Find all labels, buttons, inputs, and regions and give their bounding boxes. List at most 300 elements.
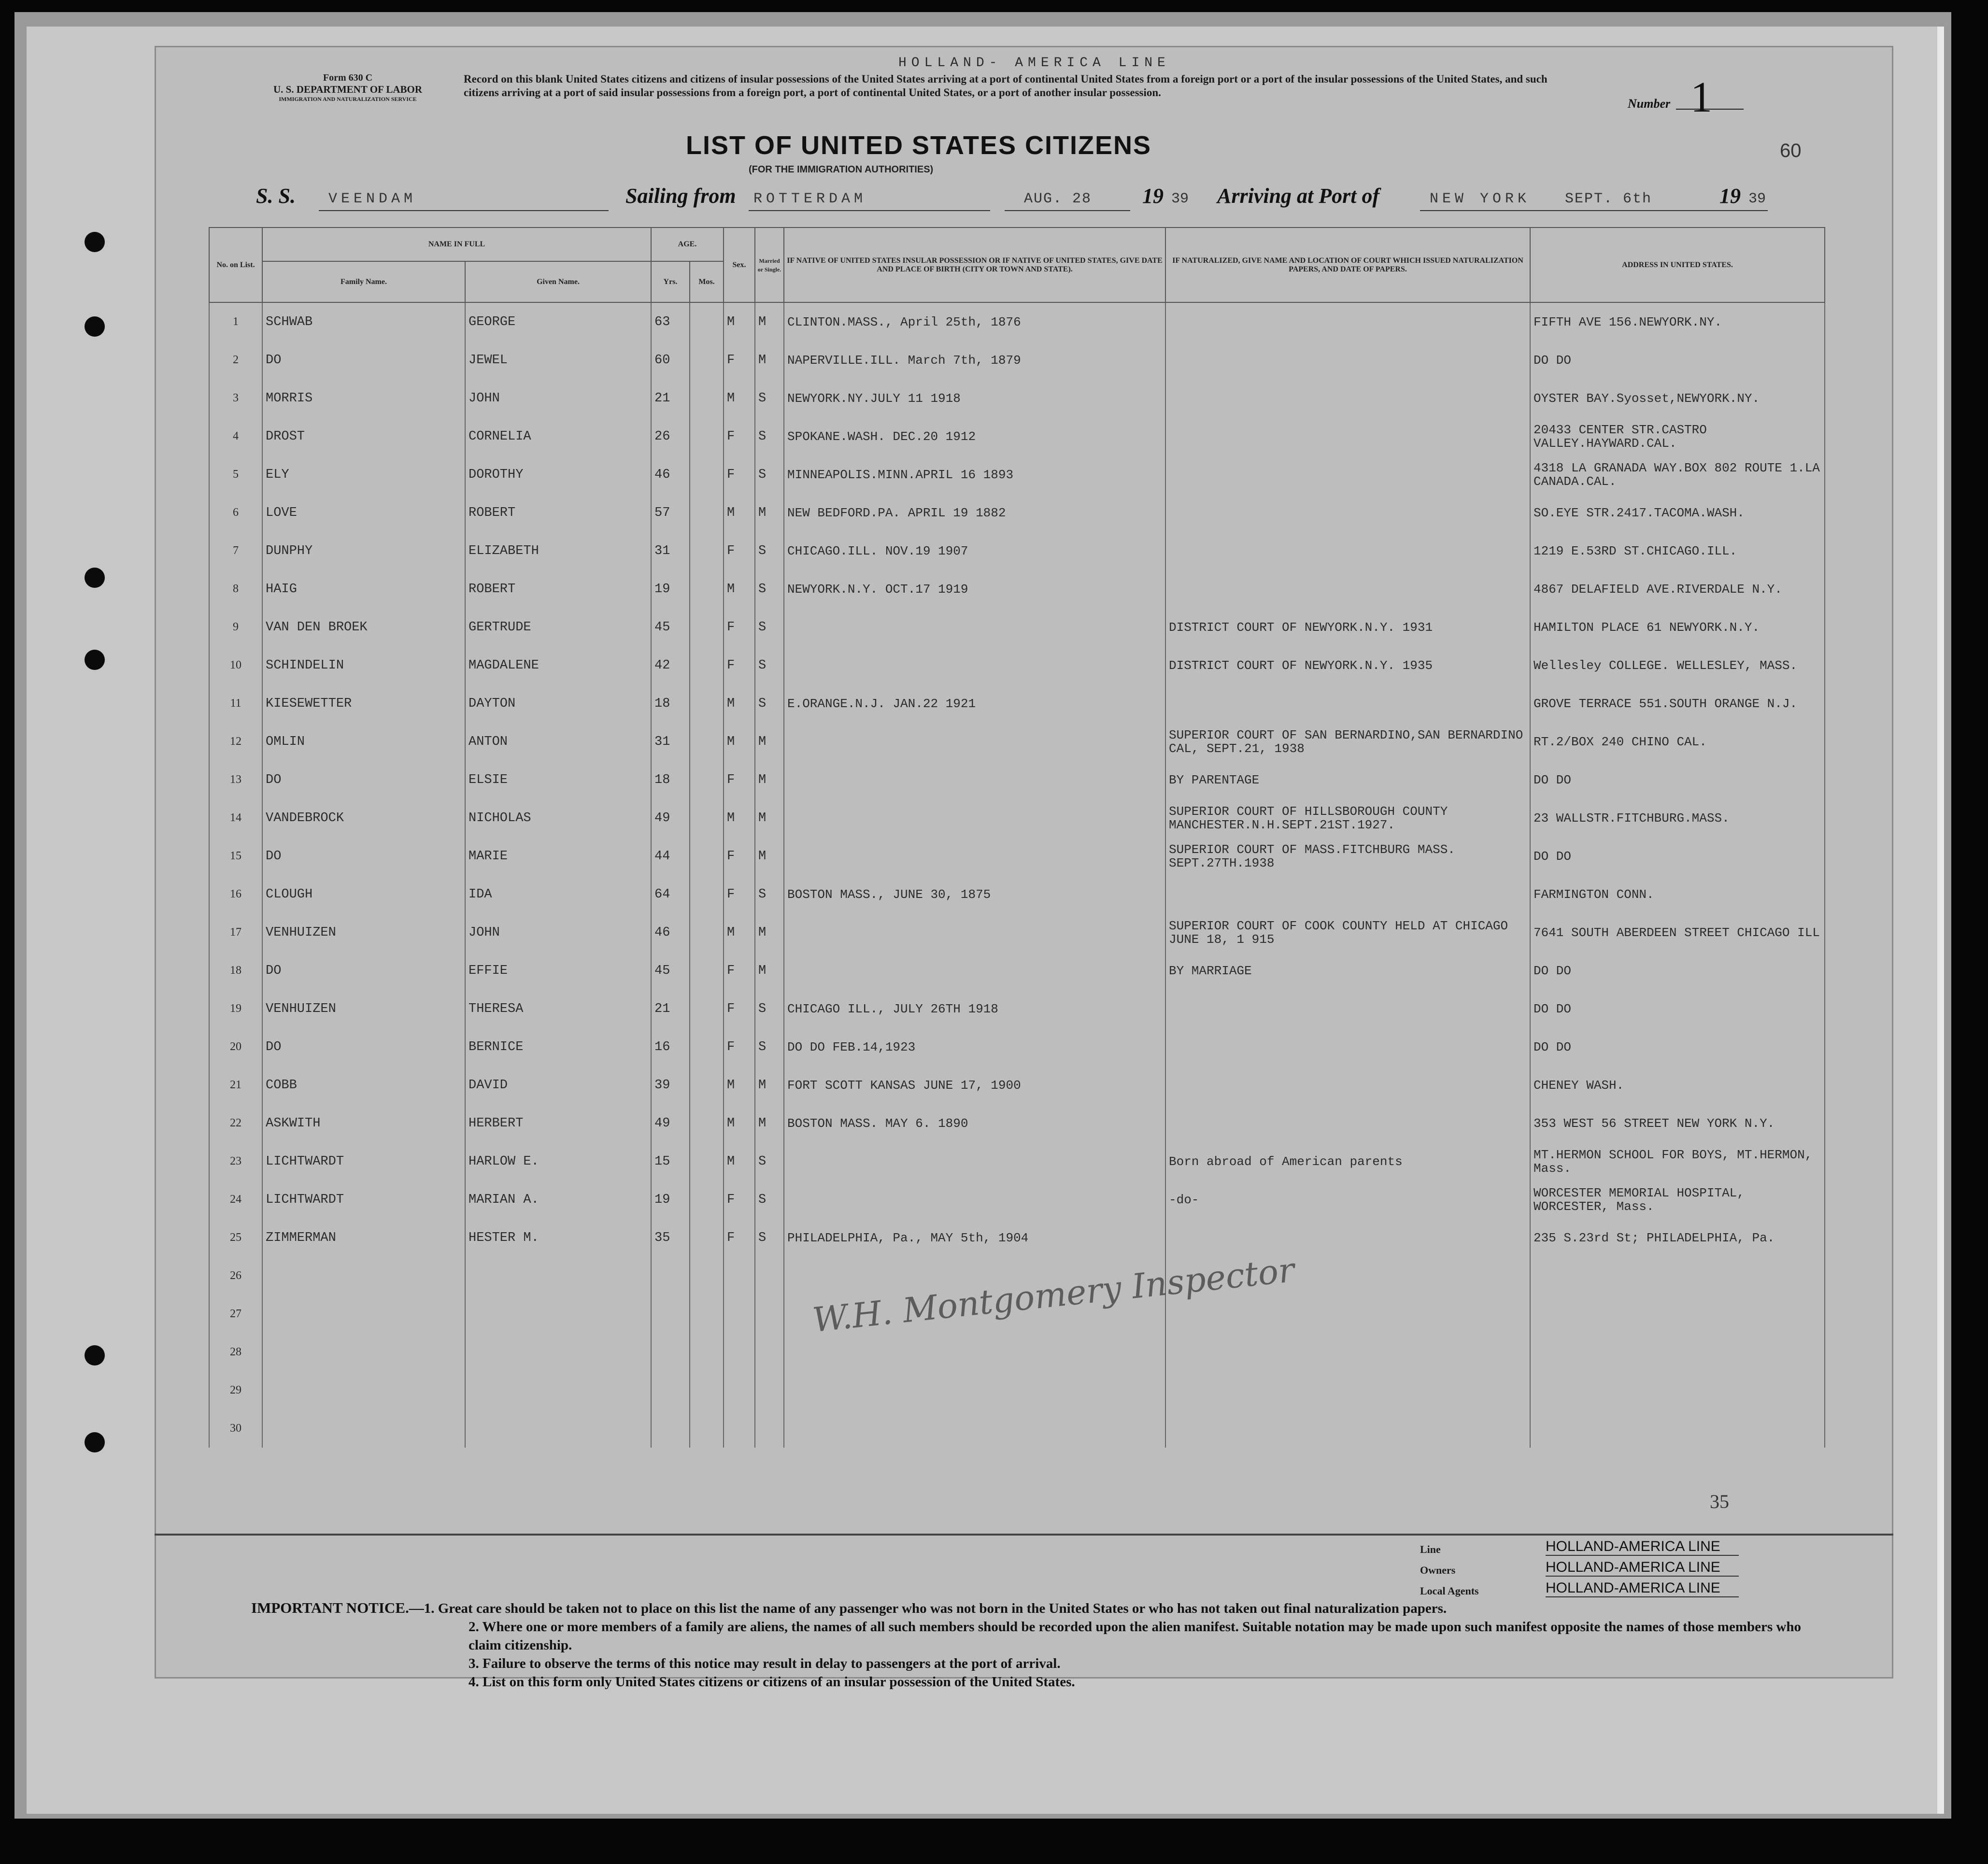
age-months bbox=[690, 455, 724, 494]
age-months bbox=[690, 302, 724, 341]
family-name: ASKWITH bbox=[262, 1104, 465, 1142]
birth-info: MINNEAPOLIS.MINN.APRIL 16 1893 bbox=[784, 455, 1165, 494]
col-native: IF NATIVE OF UNITED STATES INSULAR POSSESSION OR IF NATIVE OF UNITED STATES, GIVE DATE AND PLACE OF BIRTH (CITY OR TOWN AND STATE). bbox=[784, 228, 1165, 302]
family-name bbox=[262, 1409, 465, 1448]
birth-info bbox=[784, 646, 1165, 684]
age-years: 18 bbox=[651, 684, 690, 723]
marital-status: M bbox=[755, 913, 784, 952]
row-number: 26 bbox=[209, 1257, 262, 1295]
sex: F bbox=[724, 646, 755, 684]
naturalization-info: -do- bbox=[1165, 1181, 1530, 1219]
table-row bbox=[209, 913, 1825, 952]
family-name: VENHUIZEN bbox=[262, 990, 465, 1028]
age-years: 63 bbox=[651, 302, 690, 341]
notice-item-1: 1. Great care should be taken not to place on this list the name of any passenger who was not born in the United States or who has not taken out final naturalization papers. bbox=[424, 1601, 1447, 1616]
address: FARMINGTON CONN. bbox=[1530, 875, 1825, 913]
marital-status: S bbox=[755, 990, 784, 1028]
address: HAMILTON PLACE 61 NEWYORK.N.Y. bbox=[1530, 608, 1825, 646]
address: RT.2/BOX 240 CHINO CAL. bbox=[1530, 723, 1825, 761]
row-number: 29 bbox=[209, 1371, 262, 1409]
birth-info bbox=[784, 913, 1165, 952]
year-from: 39 bbox=[1171, 191, 1189, 207]
given-name: HESTER M. bbox=[465, 1219, 651, 1257]
sex: M bbox=[724, 379, 755, 417]
row-number: 20 bbox=[209, 1028, 262, 1066]
family-name: DO bbox=[262, 1028, 465, 1066]
marital-status bbox=[755, 1257, 784, 1295]
sailing-label: Sailing from bbox=[625, 184, 736, 208]
marital-status: M bbox=[755, 761, 784, 799]
address bbox=[1530, 1409, 1825, 1448]
family-name bbox=[262, 1257, 465, 1295]
row-number: 8 bbox=[209, 570, 262, 608]
marital-status bbox=[755, 1333, 784, 1371]
given-name bbox=[465, 1371, 651, 1409]
col-sex: Sex. bbox=[724, 228, 755, 302]
local-agents-label: Local Agents bbox=[1420, 1585, 1479, 1597]
col-given: Given Name. bbox=[465, 261, 651, 302]
age-months bbox=[690, 1219, 724, 1257]
naturalization-info bbox=[1165, 379, 1530, 417]
age-months bbox=[690, 723, 724, 761]
given-name bbox=[465, 1295, 651, 1333]
naturalization-info: BY PARENTAGE bbox=[1165, 761, 1530, 799]
sex: F bbox=[724, 990, 755, 1028]
marital-status: M bbox=[755, 799, 784, 837]
given-name: EFFIE bbox=[465, 952, 651, 990]
col-address: ADDRESS IN UNITED STATES. bbox=[1530, 228, 1825, 302]
row-number: 9 bbox=[209, 608, 262, 646]
address: 353 WEST 56 STREET NEW YORK N.Y. bbox=[1530, 1104, 1825, 1142]
row-number: 21 bbox=[209, 1066, 262, 1104]
table-row bbox=[209, 684, 1825, 723]
age-months bbox=[690, 952, 724, 990]
ship-underline bbox=[319, 210, 609, 211]
birth-info: BOSTON MASS., JUNE 30, 1875 bbox=[784, 875, 1165, 913]
given-name: CORNELIA bbox=[465, 417, 651, 455]
address: DO DO bbox=[1530, 341, 1825, 379]
naturalization-info bbox=[1165, 1066, 1530, 1104]
birth-info: NAPERVILLE.ILL. March 7th, 1879 bbox=[784, 341, 1165, 379]
naturalization-info bbox=[1165, 455, 1530, 494]
col-age: AGE. bbox=[651, 228, 724, 261]
birth-info bbox=[784, 1142, 1165, 1181]
birth-info bbox=[784, 761, 1165, 799]
age-months bbox=[690, 608, 724, 646]
family-name: OMLIN bbox=[262, 723, 465, 761]
naturalization-info: SUPERIOR COURT OF COOK COUNTY HELD AT CHICAGO JUNE 18, 1 915 bbox=[1165, 913, 1530, 952]
age-months bbox=[690, 570, 724, 608]
sex: F bbox=[724, 1028, 755, 1066]
col-yrs: Yrs. bbox=[651, 261, 690, 302]
address: DO DO bbox=[1530, 990, 1825, 1028]
age-months bbox=[690, 379, 724, 417]
footer-separator bbox=[155, 1534, 1893, 1536]
given-name: NICHOLAS bbox=[465, 799, 651, 837]
address bbox=[1530, 1371, 1825, 1409]
table-row bbox=[209, 1066, 1825, 1104]
sex: M bbox=[724, 799, 755, 837]
row-number: 19 bbox=[209, 990, 262, 1028]
birth-info: BOSTON MASS. MAY 6. 1890 bbox=[784, 1104, 1165, 1142]
family-name: DUNPHY bbox=[262, 532, 465, 570]
table-row bbox=[209, 952, 1825, 990]
marital-status: S bbox=[755, 532, 784, 570]
table-row bbox=[209, 341, 1825, 379]
col-name-in-full: NAME IN FULL bbox=[262, 228, 651, 261]
marital-status: M bbox=[755, 952, 784, 990]
marital-status: S bbox=[755, 1219, 784, 1257]
sex: M bbox=[724, 570, 755, 608]
birth-info: CLINTON.MASS., April 25th, 1876 bbox=[784, 302, 1165, 341]
marital-status: S bbox=[755, 379, 784, 417]
col-married: Married or Single. bbox=[755, 228, 784, 302]
family-name: LICHTWARDT bbox=[262, 1181, 465, 1219]
birth-info bbox=[784, 723, 1165, 761]
family-name bbox=[262, 1295, 465, 1333]
naturalization-info: DISTRICT COURT OF NEWYORK.N.Y. 1935 bbox=[1165, 646, 1530, 684]
marital-status: S bbox=[755, 875, 784, 913]
family-name: ZIMMERMAN bbox=[262, 1219, 465, 1257]
age-months bbox=[690, 1181, 724, 1219]
age-months bbox=[690, 1371, 724, 1409]
naturalization-info bbox=[1165, 1333, 1530, 1371]
family-name: LOVE bbox=[262, 494, 465, 532]
sex bbox=[724, 1295, 755, 1333]
address: 235 S.23rd St; PHILADELPHIA, Pa. bbox=[1530, 1219, 1825, 1257]
address: DO DO bbox=[1530, 837, 1825, 875]
given-name bbox=[465, 1257, 651, 1295]
given-name: JOHN bbox=[465, 379, 651, 417]
naturalization-info bbox=[1165, 302, 1530, 341]
page-mark: 60 bbox=[1780, 140, 1802, 161]
age-years: 15 bbox=[651, 1142, 690, 1181]
address: 23 WALLSTR.FITCHBURG.MASS. bbox=[1530, 799, 1825, 837]
age-years: 45 bbox=[651, 952, 690, 990]
given-name: HARLOW E. bbox=[465, 1142, 651, 1181]
family-name: HAIG bbox=[262, 570, 465, 608]
address bbox=[1530, 1257, 1825, 1295]
important-notice bbox=[251, 1599, 1821, 1691]
row-number: 24 bbox=[209, 1181, 262, 1219]
table-row bbox=[209, 1219, 1825, 1257]
given-name: THERESA bbox=[465, 990, 651, 1028]
given-name: GEORGE bbox=[465, 302, 651, 341]
sex: M bbox=[724, 723, 755, 761]
year-to: 39 bbox=[1748, 191, 1766, 207]
marital-status: M bbox=[755, 723, 784, 761]
naturalization-info bbox=[1165, 990, 1530, 1028]
sex: M bbox=[724, 684, 755, 723]
punch-hole bbox=[85, 232, 105, 252]
passenger-table bbox=[209, 227, 1825, 1448]
port-to: NEW YORK bbox=[1430, 191, 1531, 207]
table-row bbox=[209, 1409, 1825, 1448]
col-mos: Mos. bbox=[690, 261, 724, 302]
given-name: ANTON bbox=[465, 723, 651, 761]
age-months bbox=[690, 913, 724, 952]
age-months bbox=[690, 1257, 724, 1295]
age-years: 19 bbox=[651, 1181, 690, 1219]
marital-status: M bbox=[755, 1104, 784, 1142]
family-name: DO bbox=[262, 952, 465, 990]
birth-info: SPOKANE.WASH. DEC.20 1912 bbox=[784, 417, 1165, 455]
given-name: DOROTHY bbox=[465, 455, 651, 494]
age-years: 31 bbox=[651, 532, 690, 570]
sex: M bbox=[724, 1142, 755, 1181]
naturalization-info bbox=[1165, 1028, 1530, 1066]
age-years bbox=[651, 1333, 690, 1371]
family-name: VAN DEN BROEK bbox=[262, 608, 465, 646]
age-years: 26 bbox=[651, 417, 690, 455]
family-name: DO bbox=[262, 761, 465, 799]
row-number: 3 bbox=[209, 379, 262, 417]
line-value: HOLLAND-AMERICA LINE bbox=[1546, 1538, 1739, 1556]
age-months bbox=[690, 417, 724, 455]
age-months bbox=[690, 1028, 724, 1066]
notice-item-3: 3. Failure to observe the terms of this notice may result in delay to passengers at the port of arrival. bbox=[469, 1656, 1061, 1671]
naturalization-info bbox=[1165, 1219, 1530, 1257]
given-name: BERNICE bbox=[465, 1028, 651, 1066]
age-years: 18 bbox=[651, 761, 690, 799]
family-name: DROST bbox=[262, 417, 465, 455]
birth-info: CHICAGO ILL., JULY 26TH 1918 bbox=[784, 990, 1165, 1028]
row-number: 11 bbox=[209, 684, 262, 723]
family-name: SCHINDELIN bbox=[262, 646, 465, 684]
table-row bbox=[209, 608, 1825, 646]
naturalization-info bbox=[1165, 494, 1530, 532]
row-number: 28 bbox=[209, 1333, 262, 1371]
age-months bbox=[690, 1104, 724, 1142]
birth-info: PHILADELPHIA, Pa., MAY 5th, 1904 bbox=[784, 1219, 1165, 1257]
marital-status bbox=[755, 1409, 784, 1448]
year-prefix: 19 bbox=[1142, 184, 1164, 208]
owners-label: Owners bbox=[1420, 1564, 1456, 1576]
sex: F bbox=[724, 837, 755, 875]
naturalization-info: DISTRICT COURT OF NEWYORK.N.Y. 1931 bbox=[1165, 608, 1530, 646]
owners-value: HOLLAND-AMERICA LINE bbox=[1546, 1559, 1739, 1577]
marital-status: S bbox=[755, 646, 784, 684]
marital-status: M bbox=[755, 1066, 784, 1104]
table-row bbox=[209, 1333, 1825, 1371]
birth-info: E.ORANGE.N.J. JAN.22 1921 bbox=[784, 684, 1165, 723]
row-number: 25 bbox=[209, 1219, 262, 1257]
family-name: SCHWAB bbox=[262, 302, 465, 341]
sex: M bbox=[724, 1066, 755, 1104]
naturalization-info: Born abroad of American parents bbox=[1165, 1142, 1530, 1181]
sex: M bbox=[724, 913, 755, 952]
naturalization-info bbox=[1165, 532, 1530, 570]
given-name: ELIZABETH bbox=[465, 532, 651, 570]
naturalization-info bbox=[1165, 1371, 1530, 1409]
address: OYSTER BAY.Syosset,NEWYORK.NY. bbox=[1530, 379, 1825, 417]
naturalization-info bbox=[1165, 1409, 1530, 1448]
row-number: 30 bbox=[209, 1409, 262, 1448]
table-row bbox=[209, 723, 1825, 761]
ship-name: VEENDAM bbox=[328, 191, 417, 207]
sex: M bbox=[724, 494, 755, 532]
page-number: 35 bbox=[1710, 1491, 1729, 1512]
age-years: 31 bbox=[651, 723, 690, 761]
row-number: 12 bbox=[209, 723, 262, 761]
birth-info: DO DO FEB.14,1923 bbox=[784, 1028, 1165, 1066]
age-years: 49 bbox=[651, 1104, 690, 1142]
row-number: 5 bbox=[209, 455, 262, 494]
age-months bbox=[690, 684, 724, 723]
sex bbox=[724, 1409, 755, 1448]
table-row bbox=[209, 646, 1825, 684]
family-name: ELY bbox=[262, 455, 465, 494]
punch-hole bbox=[85, 1345, 105, 1366]
age-years: 64 bbox=[651, 875, 690, 913]
port-from-underline bbox=[749, 210, 990, 211]
age-months bbox=[690, 990, 724, 1028]
family-name: KIESEWETTER bbox=[262, 684, 465, 723]
family-name: COBB bbox=[262, 1066, 465, 1104]
marital-status: S bbox=[755, 417, 784, 455]
marital-status: M bbox=[755, 837, 784, 875]
age-months bbox=[690, 341, 724, 379]
sex bbox=[724, 1257, 755, 1295]
birth-info bbox=[784, 1409, 1165, 1448]
row-number: 27 bbox=[209, 1295, 262, 1333]
sex: M bbox=[724, 302, 755, 341]
birth-info bbox=[784, 1181, 1165, 1219]
given-name: MAGDALENE bbox=[465, 646, 651, 684]
sex bbox=[724, 1371, 755, 1409]
given-name: DAVID bbox=[465, 1066, 651, 1104]
birth-info bbox=[784, 837, 1165, 875]
naturalization-info bbox=[1165, 570, 1530, 608]
row-number: 1 bbox=[209, 302, 262, 341]
notice-item-4: 4. List on this form only United States citizens or citizens of an insular possession of the United States. bbox=[469, 1674, 1075, 1690]
table-row bbox=[209, 761, 1825, 799]
given-name: JEWEL bbox=[465, 341, 651, 379]
row-number: 17 bbox=[209, 913, 262, 952]
birth-info bbox=[784, 608, 1165, 646]
sex: F bbox=[724, 341, 755, 379]
address: DO DO bbox=[1530, 1028, 1825, 1066]
age-years: 46 bbox=[651, 455, 690, 494]
age-years: 21 bbox=[651, 990, 690, 1028]
age-years: 46 bbox=[651, 913, 690, 952]
family-name: DO bbox=[262, 341, 465, 379]
marital-status: S bbox=[755, 608, 784, 646]
age-years: 57 bbox=[651, 494, 690, 532]
given-name: ELSIE bbox=[465, 761, 651, 799]
marital-status: M bbox=[755, 302, 784, 341]
row-number: 13 bbox=[209, 761, 262, 799]
marital-status: M bbox=[755, 494, 784, 532]
table-row bbox=[209, 455, 1825, 494]
age-months bbox=[690, 532, 724, 570]
family-name bbox=[262, 1333, 465, 1371]
address: WORCESTER MEMORIAL HOSPITAL, WORCESTER, Mass. bbox=[1530, 1181, 1825, 1219]
address: 4318 LA GRANADA WAY.BOX 802 ROUTE 1.LA CANADA.CAL. bbox=[1530, 455, 1825, 494]
birth-info: CHICAGO.ILL. NOV.19 1907 bbox=[784, 532, 1165, 570]
address: DO DO bbox=[1530, 761, 1825, 799]
number-value: 1 bbox=[1690, 73, 1712, 121]
row-number: 22 bbox=[209, 1104, 262, 1142]
birth-info bbox=[784, 799, 1165, 837]
age-months bbox=[690, 1295, 724, 1333]
marital-status: S bbox=[755, 684, 784, 723]
table-row bbox=[209, 532, 1825, 570]
address: 1219 E.53RD ST.CHICAGO.ILL. bbox=[1530, 532, 1825, 570]
age-months bbox=[690, 646, 724, 684]
naturalization-info bbox=[1165, 1295, 1530, 1333]
notice-item-2: 2. Where one or more members of a family are aliens, the names of all such members should be recorded upon the alien manifest. Suitable notation may be made upon such manifest opposite the names of those members who claim citizenship. bbox=[469, 1619, 1801, 1653]
department: U. S. DEPARTMENT OF LABOR bbox=[273, 84, 423, 95]
age-years: 44 bbox=[651, 837, 690, 875]
marital-status bbox=[755, 1295, 784, 1333]
date-from: AUG. 28 bbox=[1024, 191, 1092, 207]
sex: F bbox=[724, 952, 755, 990]
row-number: 23 bbox=[209, 1142, 262, 1181]
address: GROVE TERRACE 551.SOUTH ORANGE N.J. bbox=[1530, 684, 1825, 723]
naturalization-info bbox=[1165, 684, 1530, 723]
given-name: ROBERT bbox=[465, 570, 651, 608]
family-name: VENHUIZEN bbox=[262, 913, 465, 952]
given-name: DAYTON bbox=[465, 684, 651, 723]
marital-status: S bbox=[755, 1181, 784, 1219]
marital-status bbox=[755, 1371, 784, 1409]
row-number: 6 bbox=[209, 494, 262, 532]
marital-status: M bbox=[755, 341, 784, 379]
birth-info bbox=[784, 1371, 1165, 1409]
family-name: CLOUGH bbox=[262, 875, 465, 913]
table-row bbox=[209, 1142, 1825, 1181]
number-label: Number bbox=[1628, 97, 1671, 111]
punch-hole bbox=[85, 568, 105, 588]
form-number: Form 630 C bbox=[323, 72, 373, 83]
punch-hole bbox=[85, 650, 105, 670]
age-years: 42 bbox=[651, 646, 690, 684]
col-no: No. on List. bbox=[209, 228, 262, 302]
family-name: DO bbox=[262, 837, 465, 875]
port-to-underline bbox=[1420, 210, 1768, 211]
row-number: 16 bbox=[209, 875, 262, 913]
table-row bbox=[209, 302, 1825, 341]
given-name: GERTRUDE bbox=[465, 608, 651, 646]
col-family: Family Name. bbox=[262, 261, 465, 302]
naturalization-info: SUPERIOR COURT OF MASS.FITCHBURG MASS. SEPT.27TH.1938 bbox=[1165, 837, 1530, 875]
address: CHENEY WASH. bbox=[1530, 1066, 1825, 1104]
naturalization-info bbox=[1165, 417, 1530, 455]
inspector-signature: W.H. Montgomery Inspector bbox=[810, 1250, 1296, 1340]
birth-info: NEWYORK.N.Y. OCT.17 1919 bbox=[784, 570, 1165, 608]
age-months bbox=[690, 1333, 724, 1371]
line-label: Line bbox=[1420, 1543, 1441, 1555]
table-row bbox=[209, 379, 1825, 417]
sex: F bbox=[724, 761, 755, 799]
address: Wellesley COLLEGE. WELLESLEY, MASS. bbox=[1530, 646, 1825, 684]
row-number: 2 bbox=[209, 341, 262, 379]
instruction-text: Record on this blank United States citizens and citizens of insular possessions of the United States arriving at a port of continental United States from a foreign port or a port of the insular possessions of the United States, and such citizens arriving at a port of said insular possessions from a foreign port, a port of continental United States, or a port of another insular possession. bbox=[464, 73, 1548, 99]
family-name: MORRIS bbox=[262, 379, 465, 417]
row-number: 18 bbox=[209, 952, 262, 990]
family-name bbox=[262, 1371, 465, 1409]
given-name: ROBERT bbox=[465, 494, 651, 532]
table-row bbox=[209, 570, 1825, 608]
form-id bbox=[270, 72, 425, 103]
age-months bbox=[690, 494, 724, 532]
table-row bbox=[209, 990, 1825, 1028]
page-subtitle: (FOR THE IMMIGRATION AUTHORITIES) bbox=[749, 164, 934, 175]
age-years bbox=[651, 1371, 690, 1409]
family-name: LICHTWARDT bbox=[262, 1142, 465, 1181]
line-stamp: HOLLAND- AMERICA LINE bbox=[898, 56, 1170, 71]
